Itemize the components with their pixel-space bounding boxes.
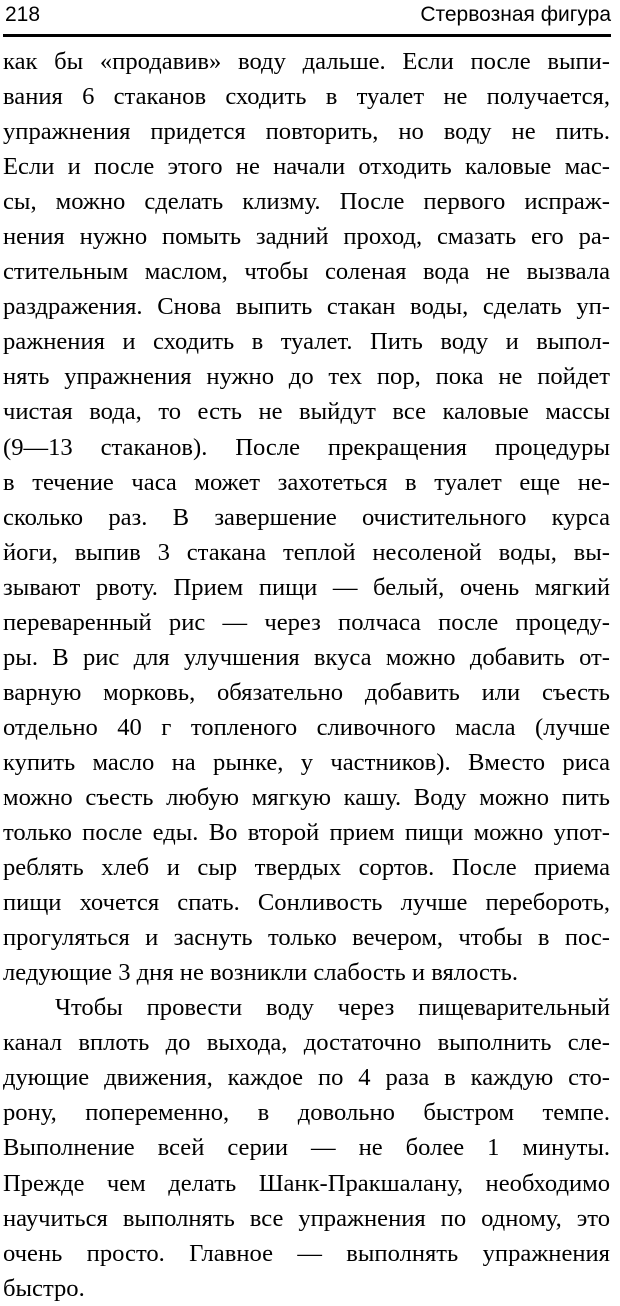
text-line: упражнения придется повторить, но воду не пить. [3,118,610,146]
text-line: чистая вода, то есть не выйдут все каловые массы [3,398,610,426]
text-line: прогуляться и заснуть только вечером, чтобы в пос- [3,924,610,952]
text-line: Прежде чем делать Шанк-Пракшалану, необходимо [3,1169,610,1197]
text-line: стительным маслом, чтобы соленая вода не вызвала [3,258,610,286]
text-line: только после еды. Во второй прием пищи можно упот- [3,819,610,847]
text-line: йоги, выпив 3 стакана теплой несоленой воды, вы- [3,538,610,566]
page-header [5,2,611,30]
text-line: рону, попеременно, в довольно быстром темпе. [3,1099,610,1127]
text-line: отдельно 40 г топленого сливочного масла (лучше [3,713,610,741]
text-line: ражнения и сходить в туалет. Пить воду и выпол- [3,328,610,356]
text-line: сколько раз. В завершение очистительного курса [3,503,610,531]
text-line: сы, можно сделать клизму. После первого испраж- [3,188,610,216]
running-title: Стервозная фигура [420,3,611,26]
text-line: варную морковь, обязательно добавить или съесть [3,678,610,706]
text-line: Если и после этого не начали отходить каловые мас- [3,153,610,181]
text-line: реблять хлеб и сыр твердых сортов. После приема [3,854,610,882]
text-line: Выполнение всей серии — не более 1 минуты. [3,1134,610,1162]
text-line: нения нужно помыть задний проход, смазать его ра- [3,223,610,251]
text-line: дующие движения, каждое по 4 раза в каждую сто- [3,1064,610,1092]
text-line: канал вплоть до выхода, достаточно выполнить сле- [3,1029,610,1057]
text-line: в течение часа может захотеться в туалет еще не- [3,468,610,496]
text-line: пищи хочется спать. Сонливость лучше перебороть, [3,889,610,917]
paragraph-first-line: Чтобы провести воду через пищеварительный [55,994,610,1022]
text-line: ры. В рис для улучшения вкуса можно добавить от- [3,643,610,671]
text-line: переваренный рис — через полчаса после процеду- [3,608,610,636]
text-line: можно съесть любую мягкую кашу. Воду можно пить [3,783,610,811]
text-line: зывают рвоту. Прием пищи — белый, очень мягкий [3,573,610,601]
text-line: нять упражнения нужно до тех пор, пока не пойдет [3,363,610,391]
body-text [3,44,610,1306]
text-line: ледующие 3 дня не возникли слабость и вялость. [3,959,519,987]
text-line: быстро. [3,1274,85,1302]
text-line: научиться выполнять все упражнения по одному, это [3,1204,610,1232]
text-line: раздражения. Снова выпить стакан воды, сделать уп- [3,293,610,321]
text-line: как бы «продавив» воду дальше. Если после выпи- [3,48,610,75]
text-line: (9—13 стаканов). После прекращения процедуры [3,433,610,461]
page-number: 218 [5,3,41,26]
header-rule [3,34,611,37]
text-line: вания 6 стаканов сходить в туалет не получается, [3,83,610,111]
text-line: купить масло на рынке, у частников). Вместо риса [3,748,610,776]
text-line: очень просто. Главное — выполнять упражнения [3,1239,610,1267]
